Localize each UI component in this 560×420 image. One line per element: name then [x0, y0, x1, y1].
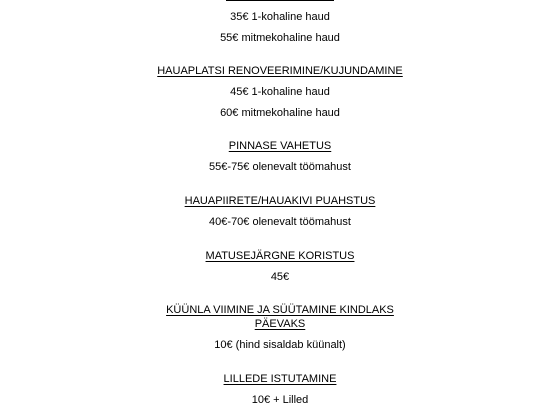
- section-heading-text: KÜÜNLA VIIMINE JA SÜÜTAMINE KINDLAKS: [166, 304, 394, 316]
- price-item: 45€: [270, 271, 290, 283]
- price-item: 55€ mitmekohaline haud: [220, 32, 340, 44]
- section-heading-text: HAUAPIIRETE/HAUAKIVI PUAHSTUS: [184, 195, 376, 207]
- section-heading-text: PÄEVAKS: [254, 318, 306, 330]
- section-heading-text: LILLEDE ISTUTAMINE: [223, 373, 337, 385]
- section-heading: [0, 65, 560, 78]
- price-item: 40€-70€ olenevalt töömahust: [209, 216, 351, 228]
- section-heading: [0, 304, 560, 317]
- section-heading-text: MATUSEJÄRGNE KORISTUS: [205, 250, 355, 262]
- section-heading-text: HAUAPLATSI RENOVEERIMINE/KUJUNDAMINE: [157, 65, 403, 77]
- price-item: 45€ 1-kohaline haud: [230, 86, 330, 98]
- section-heading-text: PINNASE VAHETUS: [228, 140, 332, 152]
- section-heading: [0, 318, 560, 331]
- section-heading: [0, 250, 560, 263]
- section-heading: [0, 140, 560, 153]
- underline-fragment: [226, 0, 334, 1]
- price-item: 10€ (hind sisaldab küünalt): [214, 339, 346, 351]
- price-item: 60€ mitmekohaline haud: [220, 107, 340, 119]
- price-item: 35€ 1-kohaline haud: [230, 11, 330, 23]
- price-item: 10€ + Lilled: [251, 394, 309, 406]
- cropped-heading-underline: [0, 0, 560, 4]
- section-heading: [0, 373, 560, 386]
- price-item: 55€-75€ olenevalt töömahust: [209, 161, 351, 173]
- section-heading: [0, 195, 560, 208]
